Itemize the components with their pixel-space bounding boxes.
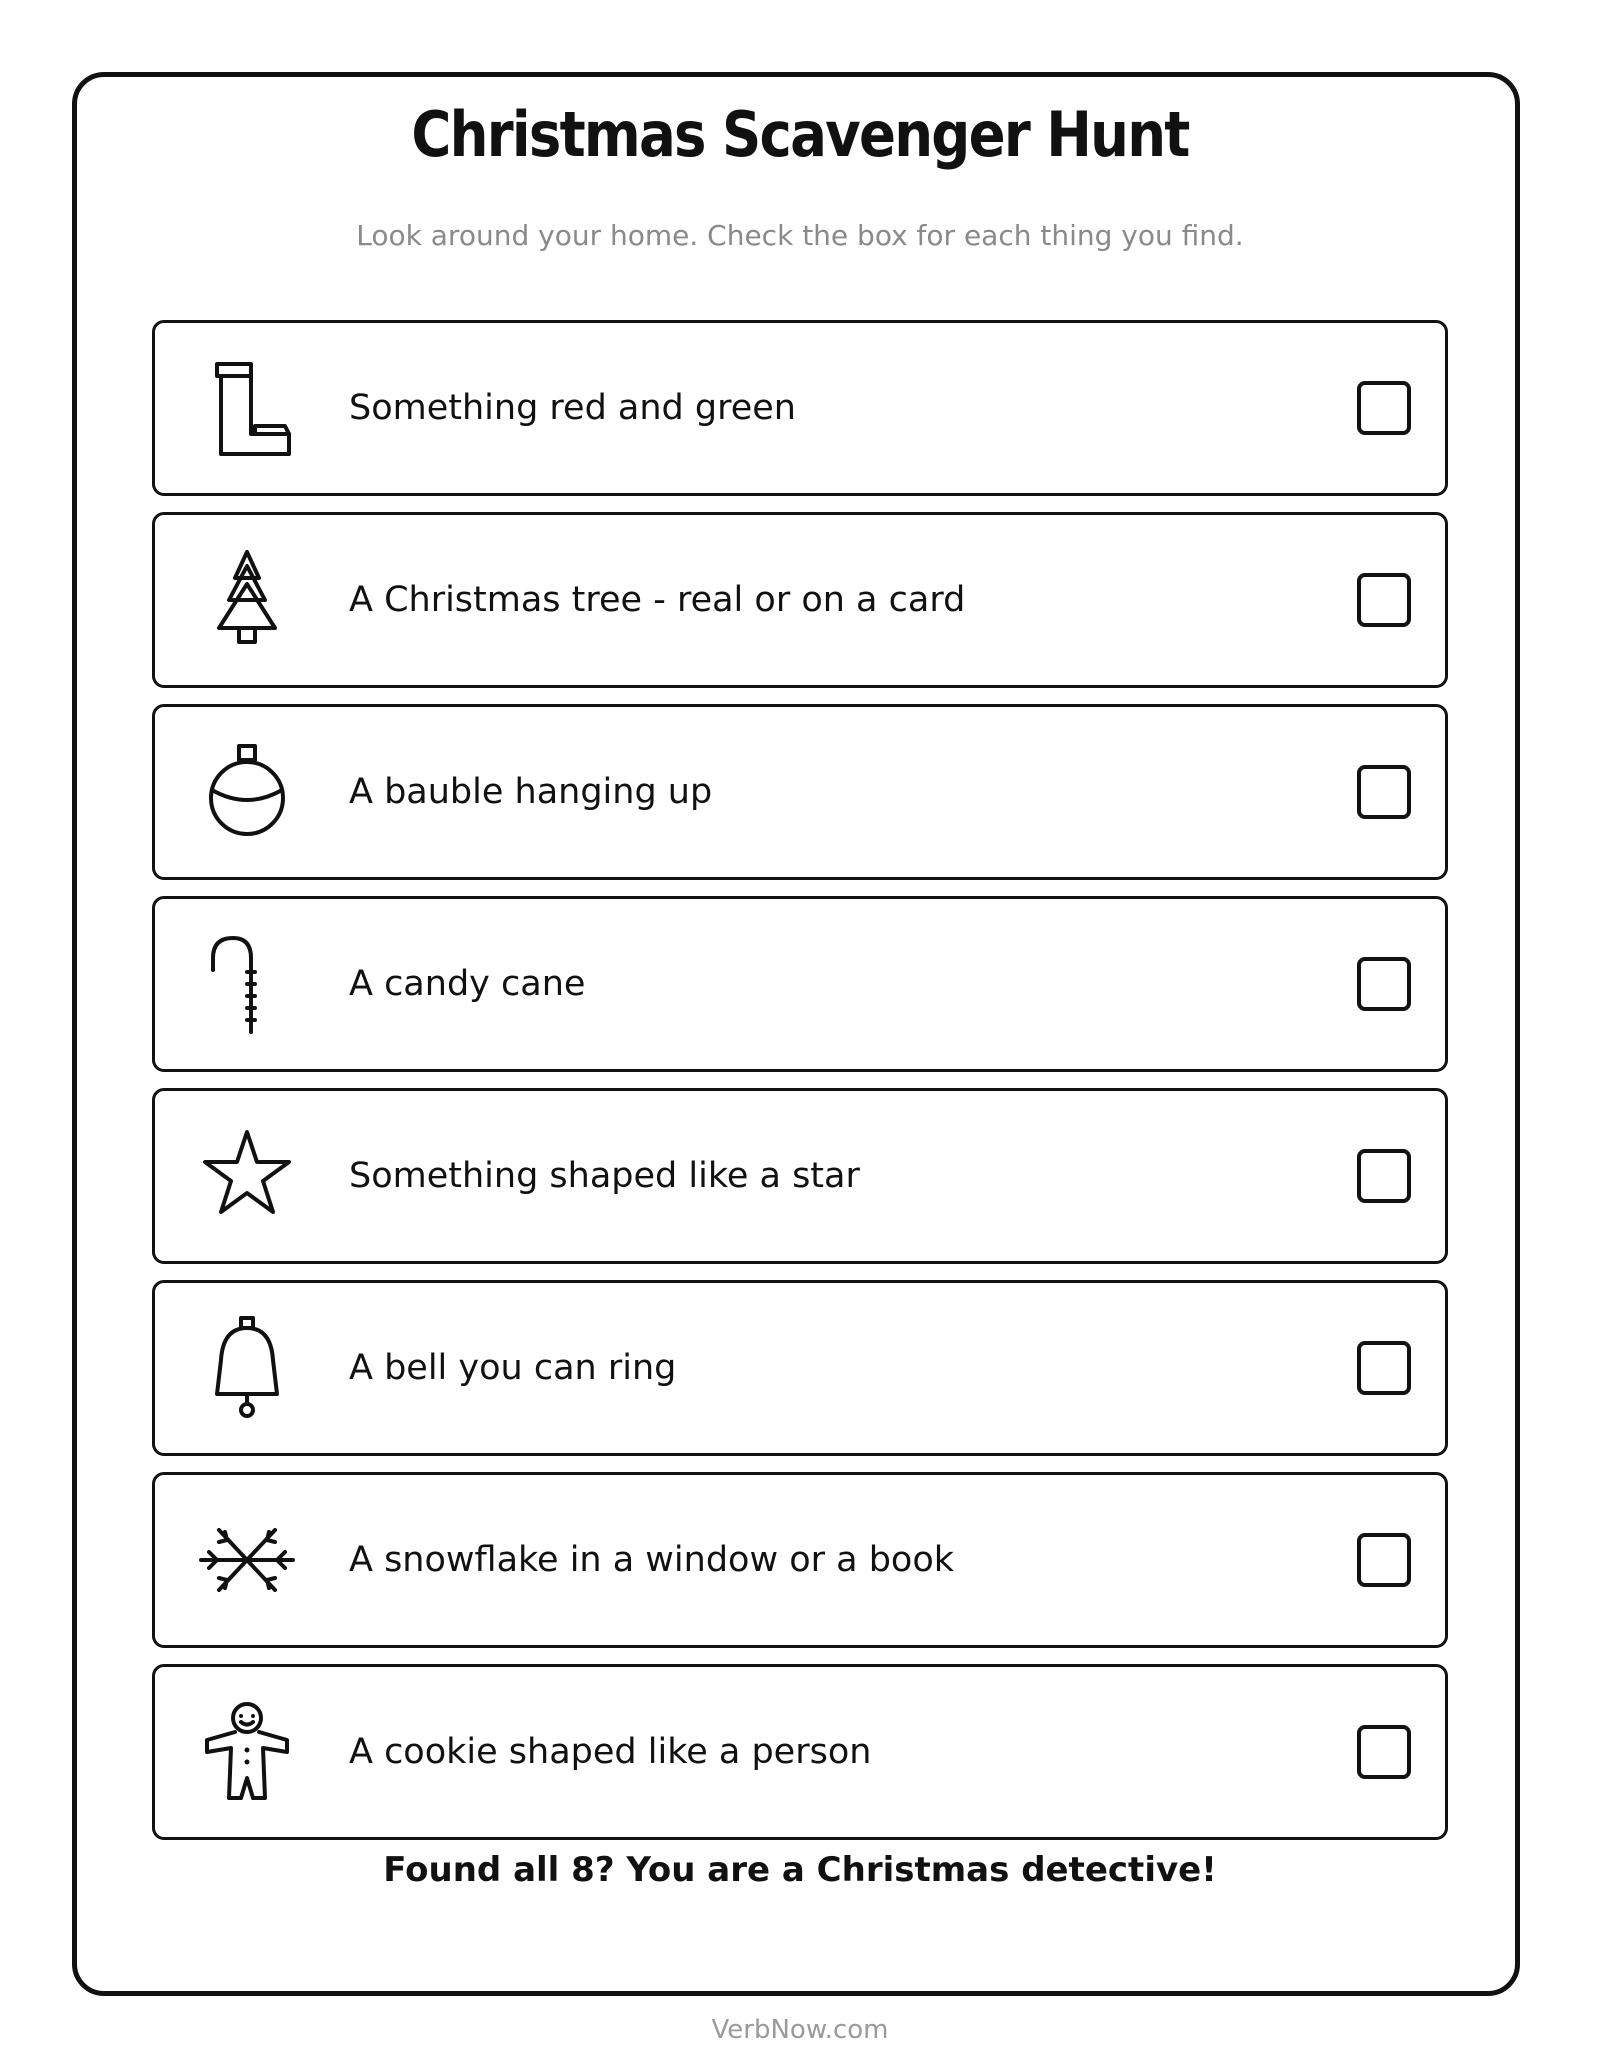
- hunt-item-label: A cookie shaped like a person: [349, 1732, 872, 1772]
- hunt-item-checkbox[interactable]: [1357, 381, 1411, 435]
- site-credit: VerbNow.com: [711, 2015, 889, 2045]
- hunt-item-label: Something shaped like a star: [349, 1156, 860, 1196]
- candy-cane-icon: [195, 932, 299, 1036]
- hunt-item-candy-cane: [152, 896, 1448, 1072]
- snowflake-icon: [195, 1508, 299, 1612]
- stocking-icon: [195, 356, 299, 460]
- hunt-item-star: [152, 1088, 1448, 1264]
- star-icon: [195, 1124, 299, 1228]
- bell-icon: [195, 1316, 299, 1420]
- page-title: Christmas Scavenger Hunt: [411, 98, 1189, 171]
- page-subtitle: Look around your home. Check the box for each thing you find.: [356, 219, 1244, 252]
- hunt-item-bell: [152, 1280, 1448, 1456]
- completion-message: Found all 8? You are a Christmas detective!: [383, 1850, 1217, 1890]
- hunt-item-checkbox[interactable]: [1357, 1341, 1411, 1395]
- hunt-item-label: A bell you can ring: [349, 1348, 677, 1388]
- hunt-item-red-and-green: [152, 320, 1448, 496]
- hunt-item-label: A bauble hanging up: [349, 772, 713, 812]
- hunt-item-label: A candy cane: [349, 964, 586, 1004]
- hunt-item-checkbox[interactable]: [1357, 1533, 1411, 1587]
- hunt-item-checkbox[interactable]: [1357, 1725, 1411, 1779]
- hunt-item-label: A Christmas tree - real or on a card: [349, 580, 966, 620]
- hunt-item-snowflake: [152, 1472, 1448, 1648]
- bauble-icon: [195, 740, 299, 844]
- hunt-item-christmas-tree: [152, 512, 1448, 688]
- christmas-tree-icon: [195, 548, 299, 652]
- hunt-item-checkbox[interactable]: [1357, 1149, 1411, 1203]
- hunt-item-label: Something red and green: [349, 388, 796, 428]
- hunt-item-checkbox[interactable]: [1357, 573, 1411, 627]
- hunt-list: [152, 320, 1448, 1856]
- hunt-item-label: A snowflake in a window or a book: [349, 1540, 955, 1580]
- hunt-item-checkbox[interactable]: [1357, 765, 1411, 819]
- hunt-item-checkbox[interactable]: [1357, 957, 1411, 1011]
- hunt-item-bauble: [152, 704, 1448, 880]
- hunt-item-gingerbread: [152, 1664, 1448, 1840]
- gingerbread-man-icon: [195, 1700, 299, 1804]
